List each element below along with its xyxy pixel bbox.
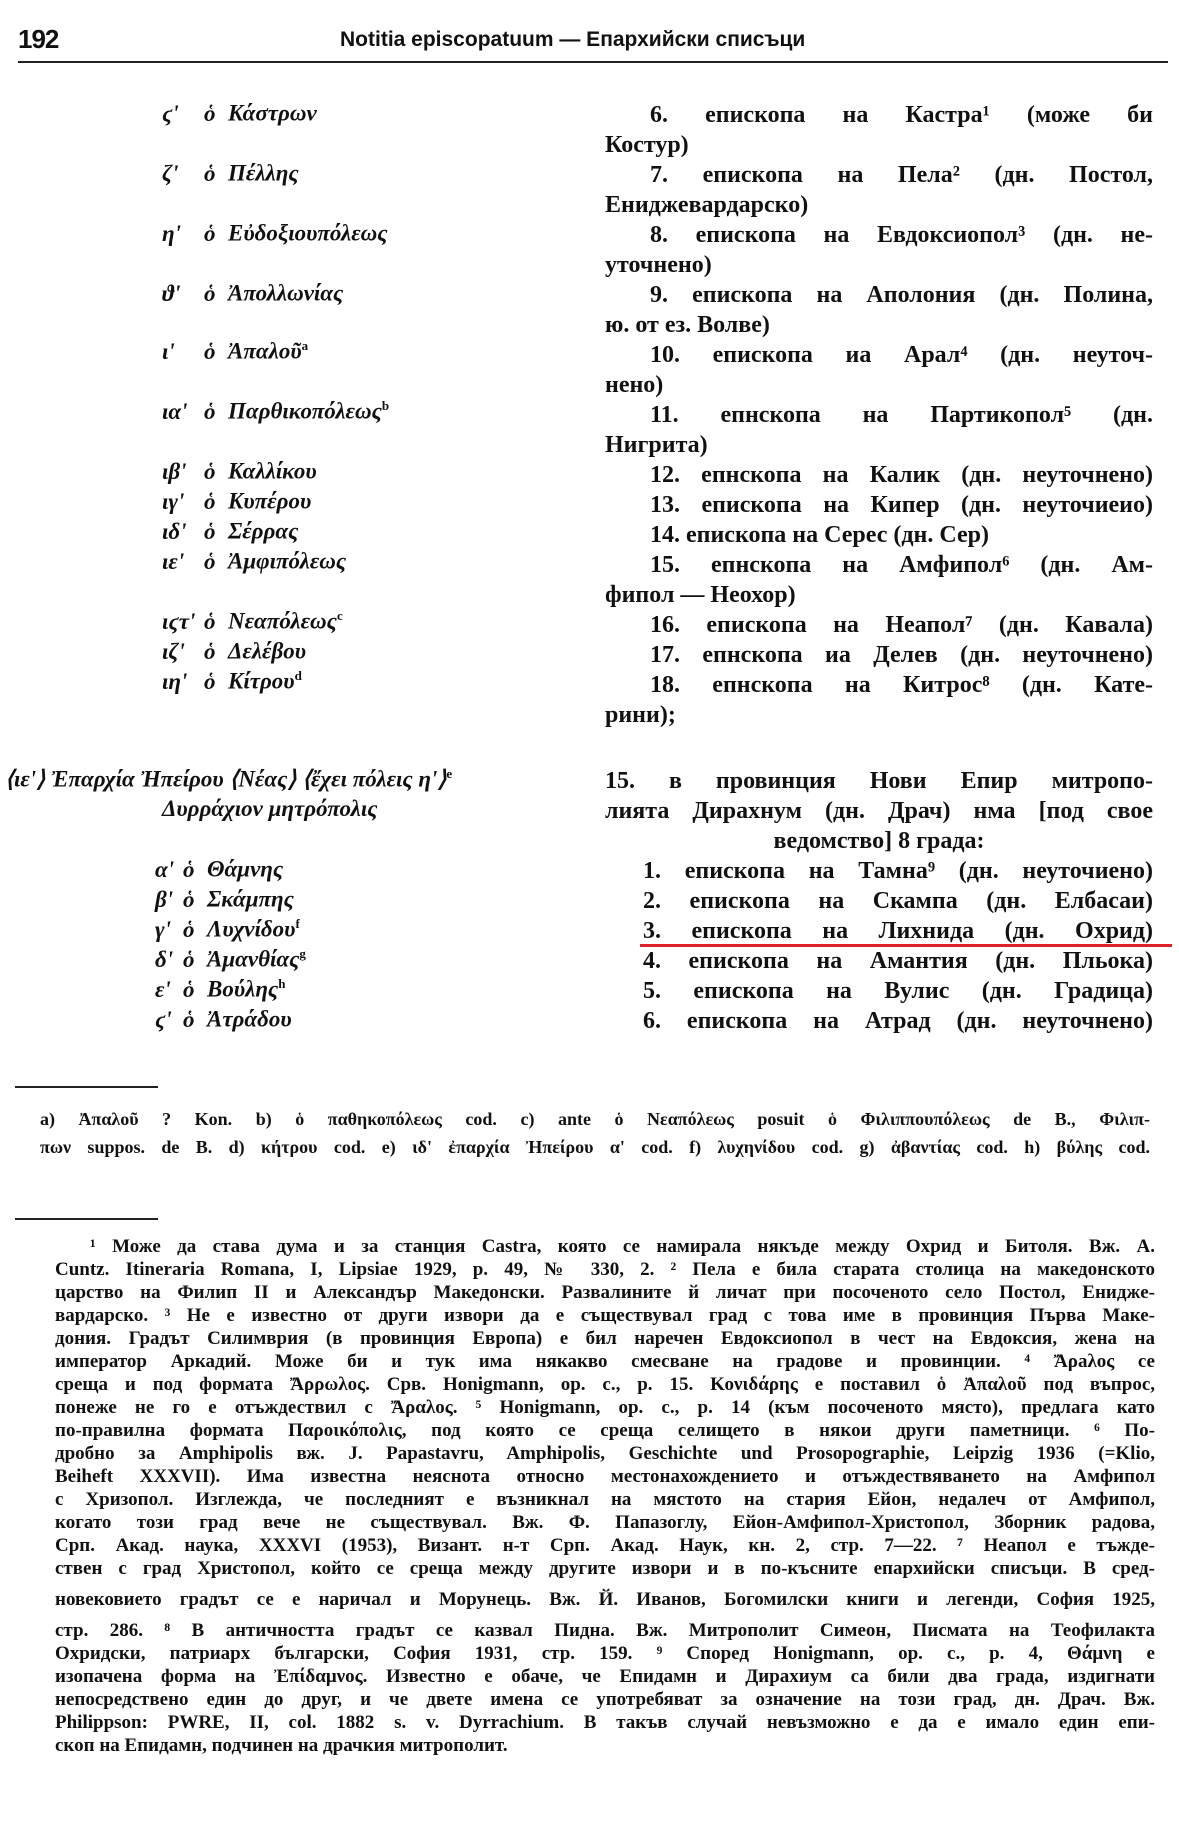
footnote-line: непосредствено един до друг, и че двете имена се употребяват за означение на този град, дн. Драч. Вж. <box>55 1689 1155 1710</box>
bg-entry-line: 15. епнскопа на Амфипол⁶ (дн. Ам- <box>650 552 1153 578</box>
greek-entry: β' ὁ Σκάμπης <box>155 886 294 912</box>
bg-heading-line: 15. в провинция Нови Епир митропо- <box>605 768 1153 794</box>
greek-entry: ιβ' ὁ Καλλίκου <box>162 458 317 484</box>
bg-entry-line-highlighted: 3. епископа на Лихнида (дн. Охрид) <box>643 918 1153 944</box>
apparatus-line: a) Ἀπαλοῦ ? Kon. b) ὁ παθηκοπόλεως cod. c) ante ὁ Νεαπόλεως posuit ὁ Φιλιππουπόλεως de B., Φιλιπ- <box>40 1109 1150 1129</box>
bg-entry-line: 17. епнскопа иа Делев (дн. неуточнено) <box>650 642 1153 668</box>
bg-entry-line: 14. епископа на Серес (дн. Сер) <box>650 522 989 548</box>
footnote-line: Philippson: PWRE, II, col. 1882 s. v. Dyrrachium. В такъв случай невъзможно е да е имало един епи- <box>55 1712 1155 1733</box>
header-rule <box>18 61 1168 63</box>
footnote-line: с Хризопол. Изглежда, че последният е възникнал на мястото на стария Ейон, недалеч от Амфипол, <box>55 1489 1155 1510</box>
bg-entry-line: Нигрита) <box>605 432 708 458</box>
greek-entry: ιζ' ὁ Δελέβου <box>162 638 307 664</box>
bg-entry-line: 10. епископа иа Арал⁴ (дн. неуточ- <box>650 342 1153 368</box>
footnote-line: Охридски, патриарх български, София 1931, стр. 159. ⁹ Според Honigmann, op. c., p. 4, Θάμνη е <box>55 1643 1155 1664</box>
bg-translation-list-1 <box>605 100 1153 730</box>
footnote-line: изопачена форма на Ἐπίδαμνος. Известно е обаче, че Епидамн и Дирахиум са били два града, издигнати <box>55 1666 1155 1687</box>
bg-entry-line: 12. епнскопа на Калик (дн. неуточнено) <box>650 462 1153 488</box>
footnote-line: ¹ Може да става дума и за станция Castra, която се намирала някъде между Охрид и Битоля. Вж. A. <box>90 1236 1155 1257</box>
bg-entry-line: фипол — Неохор) <box>605 582 796 608</box>
province-greek-subheading: Δυρράχιον μητρόπολις <box>162 796 378 821</box>
greek-entry: ϑ' ὁ Ἀπολλωνίας <box>162 280 344 306</box>
bg-entry-line: ю. от ез. Волве) <box>605 312 770 338</box>
footnote-line: стр. 286. ⁸ В античността градът се казвал Пидна. Вж. Митрополит Симеон, Писмата на Теофилакта <box>55 1620 1155 1641</box>
footnote-line: Beiheft XXXVII). Има известна неяснота относно местонахождението и отъждествяването на Амфипол <box>55 1466 1155 1487</box>
bg-entry-line: 6. епископа на Кастра¹ (може би <box>650 102 1153 128</box>
greek-entry: ιε' ὁ Ἀμφιπόλεως <box>162 548 347 574</box>
bg-province-heading <box>605 766 1153 856</box>
greek-entry: ι' ὁ Ἀπαλοῦ$^a$ <box>162 338 309 364</box>
apparatus-line: πων suppos. de B. d) κήτρου cod. e) ιδ' ἐπαρχία Ἠπείρου α' cod. f) λυχηνίδου cod. g) ἀβαντίας cod. h) βύλης cod. <box>40 1137 1150 1157</box>
greek-entry: ια' ὁ Παρθικοπόλεως$^b$ <box>162 398 390 424</box>
greek-entry: α' ὁ Θάμνης <box>155 856 284 882</box>
bg-entry-line: рини); <box>605 702 676 728</box>
bg-entry-line: 1. епископа на Тамна⁹ (дн. неуточиено) <box>643 858 1153 884</box>
bg-entry-line: 18. епнскопа на Китрос⁸ (дн. Кате- <box>650 672 1153 698</box>
bg-entry-line: 8. епископа на Евдоксиопол³ (дн. не- <box>650 222 1153 248</box>
footnote-line: император Аркадий. Може би и тук има някакво смесване на градове и провинции. ⁴ Ἄρaλος се <box>55 1351 1155 1372</box>
footnotes <box>55 1235 1155 1757</box>
critical-apparatus <box>40 1105 1150 1161</box>
bg-entry-line: нено) <box>605 372 664 398</box>
footnote-line: Cuntz. Itineraria Romana, I, Lipsiae 1929, p. 49, № 330, 2. ² Пела е била старата столица на македонското <box>55 1259 1155 1280</box>
footnote-line: новековието градът се е наричал и Морунець. Вж. Й. Иванов, Богомилски книги и легенди, София 1925, <box>55 1589 1155 1610</box>
greek-entry: ιδ' ὁ Σέρρας <box>162 518 299 544</box>
bg-entry-line: 16. епископа на Неапол⁷ (дн. Кавала) <box>650 612 1153 638</box>
bg-entry-line: Костур) <box>605 132 689 158</box>
greek-entry: ιη' ὁ Κίτρου$^d$ <box>162 668 302 694</box>
apparatus-rule <box>15 1086 158 1088</box>
footnote-line: дония. Градът Силимврия (в провинция Европа) е бил наречен Евдоксиопол в чест на Евдоксия, жена на <box>55 1328 1155 1349</box>
greek-entry: ε' ὁ Βούλης$^h$ <box>155 976 286 1002</box>
footnote-line: скоп на Епидамн, подчинен на драчкия митрополит. <box>55 1735 508 1756</box>
footnote-line: по-правилна формата Παροικόπολις, под която се среща селището в някои други паметници. ⁶ По- <box>55 1420 1155 1441</box>
footnote-line: среща и под формата Ἄρρωλος. Срв. Honigmann, op. c., p. 15. Κονιδάρης е поставил ὁ Ἀπαλοῦ под въпрос, <box>55 1374 1155 1395</box>
footnote-line: царство на Филип II и Александър Македонски. Развалините й личат при посоченото село Постол, Ениджe- <box>55 1282 1155 1303</box>
footnote-line: понеже не го е отъждествил с Ἄραλος. ⁵ Honigmann, op. c., p. 14 (към посоченото място), предлага като <box>55 1397 1155 1418</box>
greek-entry: ϛ' ὁ Ἀτράδου <box>155 1006 292 1032</box>
bg-entry-line: 2. епископа на Скампа (дн. Елбасаи) <box>643 888 1153 914</box>
bg-entry-line: 5. епископа на Вулис (дн. Градица) <box>643 978 1153 1004</box>
page-number: 192 <box>18 24 59 54</box>
running-title: Notitia episcopatuum — Епархийски списъци <box>340 28 806 51</box>
greek-entry: δ' ὁ Ἀμανθίας$^g$ <box>155 946 306 972</box>
greek-entry: ζ' ὁ Πέλλης <box>162 160 299 186</box>
bg-heading-line: ведомство] 8 града: <box>773 828 985 854</box>
bg-entry-line: 9. епископа на Аполония (дн. Полина, <box>650 282 1153 308</box>
bg-entry-line: 6. епископа на Атрад (дн. неуточнено) <box>643 1008 1153 1034</box>
footnotes-rule <box>15 1218 158 1220</box>
bg-entry-line: 4. епископа на Амантия (дн. Пльока) <box>643 948 1153 974</box>
bg-entry-line: уточнено) <box>605 252 712 278</box>
greek-entry: γ' ὁ Λυχνίδου$^f$ <box>155 916 300 942</box>
greek-entry: ιϛτ' ὁ Νεαπόλεως$^c$ <box>162 608 343 634</box>
footnote-line: Срп. Акад. наука, XXXVI (1953), Визант. н-т Срп. Акад. Наук, кн. 2, стр. 7—22. ⁷ Неапол е тъжде- <box>55 1535 1155 1556</box>
bg-entry-line: 7. епископа на Пела² (дн. Постол, <box>650 162 1153 188</box>
province-greek-heading: ⟨ιε'⟩ Ἐπαρχία Ἠπείρου ⟨Νέας⟩ ⟨ἔχει πόλεις η'⟩$^e$ <box>5 766 453 792</box>
footnote-line: вардарско. ³ Не е известно от други извори да е съществувал град с това име в провинция Първа Маке- <box>55 1305 1155 1326</box>
greek-entry: ϛ' ὁ Κάστρων <box>162 100 317 126</box>
footnote-line: когато този град вече не съществувал. Вж. Ф. Папазоглу, Ейон-Амфипол-Христопол, Зборник радова, <box>55 1512 1155 1533</box>
footnote-line: ствен с град Христопол, който се среща между другите извори и в по-късните епархийски списъци. В сред- <box>55 1558 1155 1579</box>
greek-entry: ιγ' ὁ Κυπέρου <box>162 488 312 514</box>
red-underline-annotation <box>640 944 1172 947</box>
bg-heading-line: лията Дирахнум (дн. Драч) нма [под свое <box>605 798 1153 824</box>
footnote-line: дробно за Amphipolis вж. J. Papastavru, Amphipolis, Geschichte und Prosopographie, Leipzig 1936 (=Klio, <box>55 1443 1155 1464</box>
bg-entry-line: 11. епнскопа на Партикопол⁵ (дн. <box>650 402 1153 428</box>
bg-entry-line: 13. епископа на Кипер (дн. неуточиеио) <box>650 492 1153 518</box>
greek-entry: η' ὁ Εὐδοξιουπόλεως <box>162 220 388 246</box>
bg-entry-line: Eниджевардарско) <box>605 192 809 218</box>
